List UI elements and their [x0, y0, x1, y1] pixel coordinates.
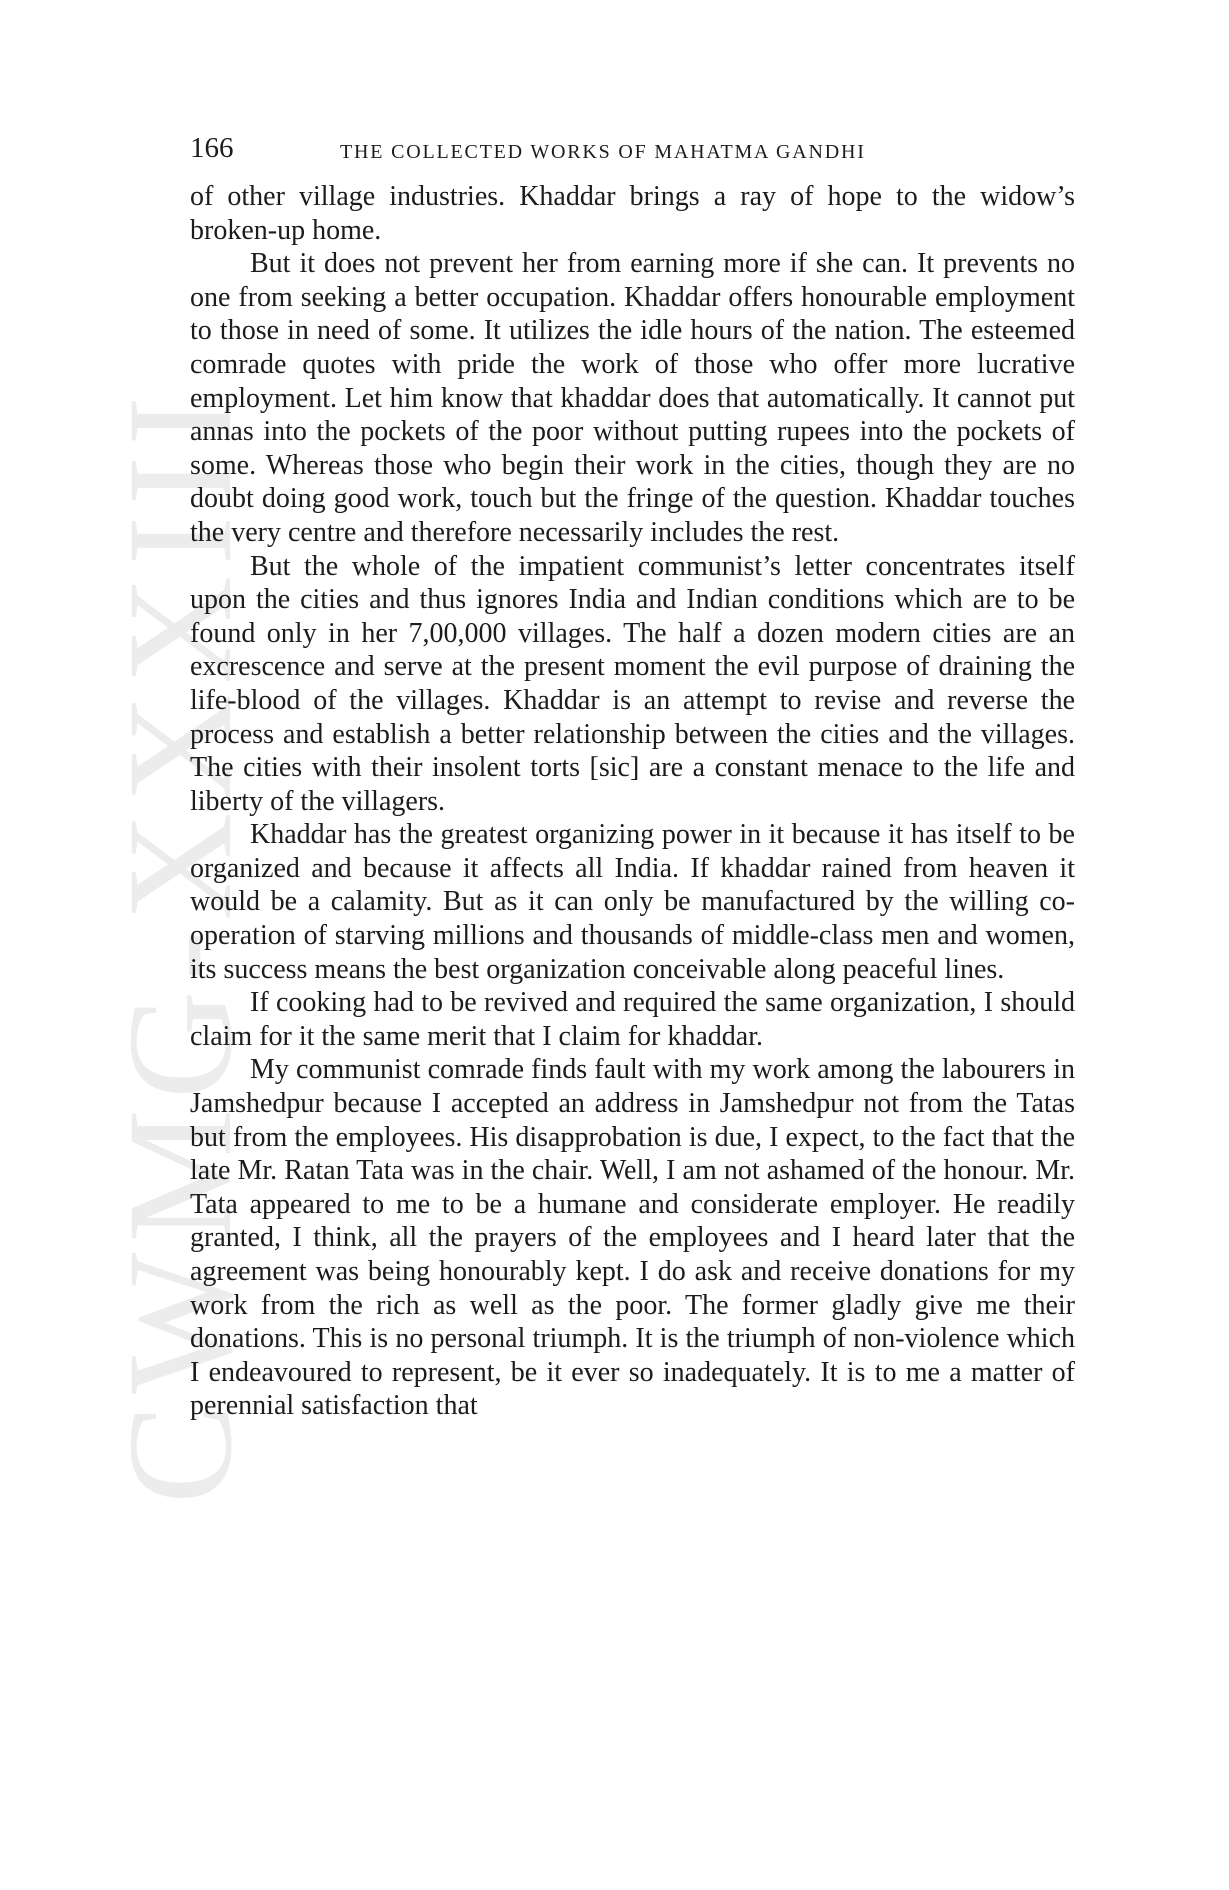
- watermark-text: CWMG-XXXIII: [97, 385, 264, 1505]
- page-number: 166: [190, 132, 234, 164]
- paragraph: My communist comrade finds fault with my work among the labourers in Jamshedpur because I accepted an address in Jamshedpur not from the Tatas but from the employees. His disapprobation is due, I expect, to the fact that the late Mr. Ratan Tata was in the chair. Well, I am not ashamed of the honour. Mr. Tata appeared to me to be a humane and considerate employer. He readily granted, I think, all the prayers of the employees and I heard later that the agreement was being honourably kept. I do ask and receive donations for my work from the rich as well as the poor. The former gladly give me their donations. This is no personal triumph. It is the triumph of non-violence which I endeavoured to represent, be it ever so inadequately. It is to me a matter of perennial satisfaction that: [190, 1054, 1075, 1422]
- paragraph: of other village industries. Khaddar brings a ray of hope to the widow’s broken-up home.: [190, 181, 1075, 246]
- page-header: [190, 128, 1080, 168]
- paragraph: Khaddar has the greatest organizing power in it because it has itself to be organized and because it affects all India. If khaddar rained from heaven it would be a calamity. But as it can only be manufactured by the willing co-operation of starving millions and thousands of middle-class men and women, its success means the best organization conceivable along peaceful lines.: [190, 819, 1075, 985]
- paragraph: If cooking had to be revived and required the same organization, I should claim for it the same merit that I claim for khaddar.: [190, 987, 1075, 1052]
- body-text: [190, 180, 1075, 1423]
- paragraph: But it does not prevent her from earning more if she can. It prevents no one from seeking a better occupation. Khaddar offers honourable employment to those in need of some. It utilizes the idle hours of the nation. The esteemed comrade quotes with pride the work of those who offer more lucrative employment. Let him know that khaddar does that automatically. It cannot put annas into the pockets of the poor without putting rupees into the pockets of some. Whereas those who begin their work in the cities, though they are no doubt doing good work, touch but the fringe of the question. Khaddar touches the very centre and therefore necessarily includes the rest.: [190, 248, 1075, 548]
- paragraph: But the whole of the impatient communist’s letter concentrates itself upon the cities and thus ignores India and Indian conditions which are to be found only in her 7,00,000 villages. The half a dozen modern cities are an excrescence and serve at the present moment the evil purpose of draining the life-blood of the villages. Khaddar is an attempt to revise and reverse the process and establish a better relationship between the cities and the villages. The cities with their insolent torts [sic] are a constant menace to the life and liberty of the villagers.: [190, 550, 1075, 817]
- running-head: THE COLLECTED WORKS OF MAHATMA GANDHI: [340, 141, 866, 163]
